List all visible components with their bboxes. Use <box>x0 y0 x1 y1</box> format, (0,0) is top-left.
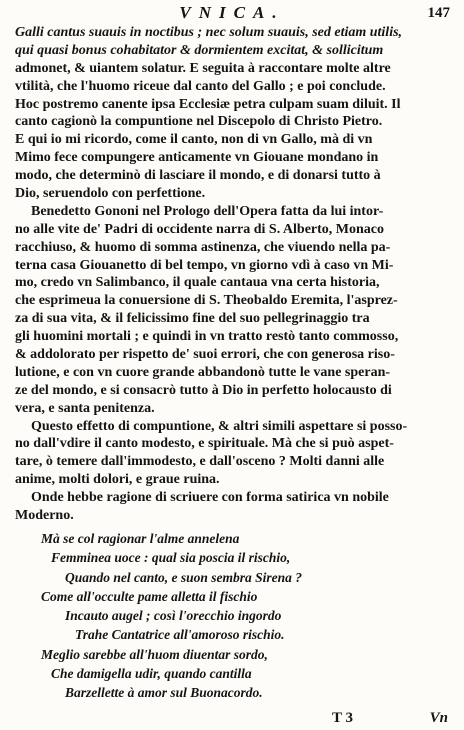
text-line: Hoc postremo canente ipsa Ecclesiæ petra culpam suam diluit. Il <box>15 96 401 112</box>
text-line: vera, e santa penitenza. <box>15 400 155 416</box>
text-line: lutione, e con vn cuore grande abbandonò tutte le vane speran- <box>15 364 391 380</box>
text-line: racchiuso, & huomo di somma astinenza, che viuendo nella pa- <box>15 239 391 255</box>
text-line: canto cagionò la compuntione nel Discepolo di Christo Pietro. <box>15 114 383 130</box>
text-line: no dall'vdire il canto modesto, e spirituale. Mà che si può aspet- <box>15 436 394 452</box>
text-line: gli huomini mortali ; e quindi in vn tratto restò tanto commosso, <box>15 329 399 345</box>
text-line: & addolorato per rispetto de' suoi errori, che con generosa riso- <box>15 347 395 363</box>
verse-line: Che damigella udir, quando cantilla <box>51 666 252 682</box>
text-line: mo, credo vn Salimbanco, il quale cantaua vna certa historia, <box>15 275 380 291</box>
page-body <box>15 24 451 703</box>
running-head-title: VNICA. <box>179 3 285 22</box>
verse-line: Trahe Cantatrice all'amoroso rischio. <box>75 627 285 643</box>
text-line: ze del mondo, e si consacrò tutto à Dio in perfetto holocausto di <box>15 382 392 398</box>
paragraph-start-line: Onde hebbe ragione di scriuere con forma satirica vn nobile <box>31 490 389 506</box>
text-line: vtilità, che l'huomo riceue dal canto del Gallo ; e poi conclude. <box>15 78 386 94</box>
page-footer <box>0 710 464 728</box>
text-line: Mimo fece compungere anticamente vn Giouane mondano in <box>15 150 379 166</box>
text-line: admonet, & uiantem solatur. E seguita à raccontare molte altre <box>15 60 391 76</box>
text-line: modo, che determinò di lasciare il mondo, e di donarsi tutto à <box>15 168 381 184</box>
text-line: terna casa Giouanetto di bel tempo, vn giorno vdì à caso vn Mi- <box>15 257 394 273</box>
verse-line: Mà se col ragionar l'alme annelena <box>41 530 240 546</box>
verse-block <box>15 529 451 703</box>
text-line: qui quasi bonus cohabitator & dormientem excitat, & sollicitum <box>15 42 384 58</box>
text-line: za di sua vita, & il felicissimo fine del suo pellegrinaggio tra <box>15 311 370 327</box>
verse-line: Quando nel canto, e suon sembra Sirena ? <box>65 569 303 585</box>
page-number: 147 <box>427 5 450 21</box>
paragraph-start-line: Questo effetto di compuntione, & altri simili aspettare si posso- <box>31 418 408 434</box>
text-line: E qui io mi ricordo, come il canto, non di vn Gallo, mà di vn <box>15 132 373 148</box>
verse-line: Incauto augel ; così l'orecchio ingordo <box>65 608 282 624</box>
verse-line: Come all'occulte pame alletta il fischio <box>41 588 258 604</box>
verse-line: Barzellette à amor sul Buonacordo. <box>65 685 263 701</box>
text-line: Moderno. <box>15 508 74 524</box>
text-line: che esprimeua la conuersione di S. Theobaldo Eremita, l'asprez- <box>15 293 398 309</box>
catchword: Vn <box>429 710 448 726</box>
verse-line: Femminea uoce : qual sia poscia il rischio, <box>51 550 291 566</box>
text-line: no alle vite de' Padri di occidente narra di S. Alberto, Monaco <box>15 221 385 237</box>
text-line: Dio, seruendolo con perfettione. <box>15 186 206 202</box>
text-line: anime, molti dolori, e graue ruina. <box>15 472 220 488</box>
text-line: tare, ò temere dall'immodesto, e dall'osceno ? Molti danni alle <box>15 454 385 470</box>
signature-mark: T 3 <box>332 710 353 726</box>
verse-line: Meglio sarebbe all'huom diuentar sordo, <box>41 646 268 662</box>
text-line: Galli cantus suauis in noctibus ; nec solum suauis, sed etiam utilis, <box>15 25 403 40</box>
paragraph-start-line: Benedetto Gononi nel Prologo dell'Opera fatta da lui intor- <box>31 203 384 219</box>
